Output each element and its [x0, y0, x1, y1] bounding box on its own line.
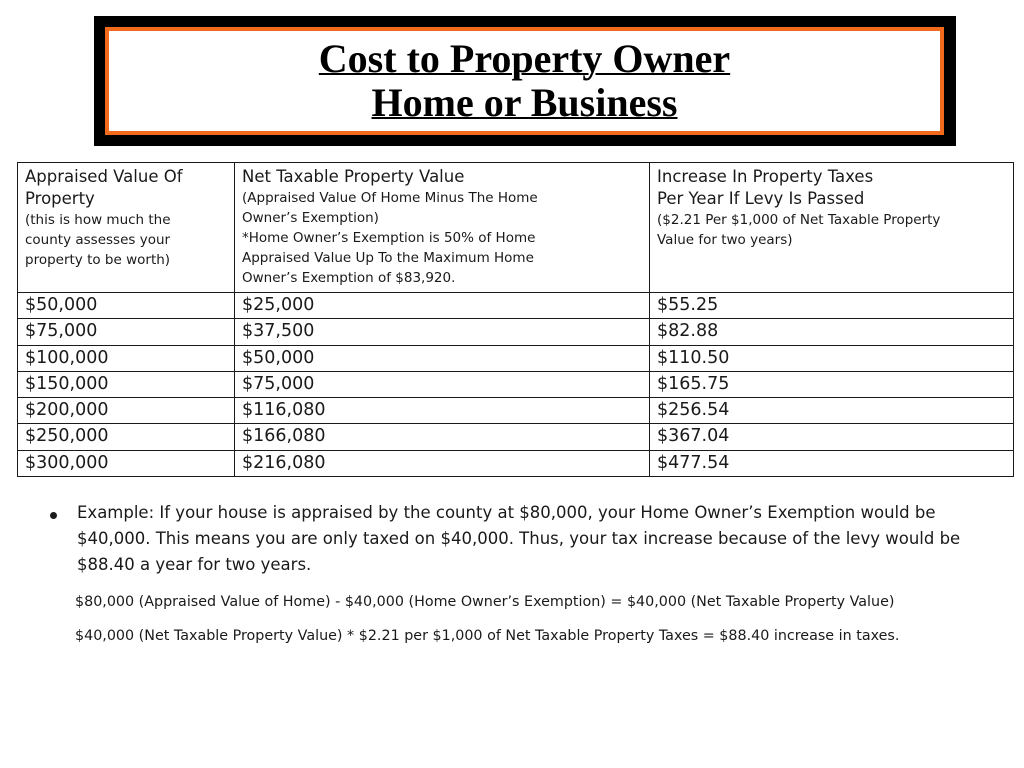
net-taxable-cell: $75,000 [235, 371, 650, 397]
tax-increase-cell: $55.25 [650, 293, 1014, 319]
title-line-1: Cost to Property Owner [318, 36, 731, 81]
header-appraised-value [18, 163, 235, 293]
title-banner [94, 16, 956, 146]
header-note-line: Owner’s Exemption of $83,920. [242, 270, 456, 286]
appraised-value-cell: $300,000 [18, 450, 235, 476]
example-notes [40, 500, 1000, 646]
header-note-line: Value for two years) [657, 232, 793, 248]
header-note-line: ($2.21 Per $1,000 of Net Taxable Property [657, 212, 941, 228]
header-title-line: Property [25, 189, 95, 208]
bullet-icon [50, 512, 57, 519]
header-note-line: property to be worth) [25, 252, 171, 268]
example-text: Example: If your house is appraised by the county at $80,000, your Home Owner’s Exemption would be $40,000. This means you are only taxed on $40,000. Thus, your tax increase because of the levy would be $88.40 a year for two years. [77, 503, 961, 574]
header-net-taxable-value [235, 163, 650, 293]
table-row [18, 398, 1014, 424]
header-title-line: Appraised Value Of [25, 167, 183, 186]
header-note-line: Owner’s Exemption) [242, 210, 379, 226]
example-bullet [40, 500, 1000, 578]
header-title-line: Net Taxable Property Value [242, 167, 465, 186]
appraised-value-cell: $75,000 [18, 319, 235, 345]
table-row [18, 424, 1014, 450]
table-header-row [18, 163, 1014, 293]
appraised-value-cell: $150,000 [18, 371, 235, 397]
header-note-line: *Home Owner’s Exemption is 50% of Home [242, 230, 536, 246]
title-line-2: Home or Business [371, 80, 678, 125]
formula-net-taxable: $80,000 (Appraised Value of Home) - $40,000 (Home Owner’s Exemption) = $40,000 (Net Taxable Property Value) [75, 594, 895, 610]
header-title-line: Increase In Property Taxes [657, 167, 874, 186]
tax-increase-cell: $82.88 [650, 319, 1014, 345]
appraised-value-cell: $250,000 [18, 424, 235, 450]
tax-increase-cell: $256.54 [650, 398, 1014, 424]
appraised-value-cell: $100,000 [18, 345, 235, 371]
tax-increase-cell: $165.75 [650, 371, 1014, 397]
net-taxable-cell: $37,500 [235, 319, 650, 345]
property-tax-table [17, 162, 1014, 477]
net-taxable-cell: $50,000 [235, 345, 650, 371]
tax-increase-cell: $367.04 [650, 424, 1014, 450]
net-taxable-cell: $116,080 [235, 398, 650, 424]
header-note-line: county assesses your [25, 232, 171, 248]
net-taxable-cell: $25,000 [235, 293, 650, 319]
table-row [18, 293, 1014, 319]
table-row [18, 345, 1014, 371]
table-row [18, 371, 1014, 397]
header-note-line: (Appraised Value Of Home Minus The Home [242, 190, 538, 206]
header-tax-increase [650, 163, 1014, 293]
table-row [18, 450, 1014, 476]
tax-increase-cell: $477.54 [650, 450, 1014, 476]
header-note-line: Appraised Value Up To the Maximum Home [242, 250, 534, 266]
header-title-line: Per Year If Levy Is Passed [657, 189, 865, 208]
appraised-value-cell: $50,000 [18, 293, 235, 319]
header-note-line: (this is how much the [25, 212, 171, 228]
net-taxable-cell: $166,080 [235, 424, 650, 450]
net-taxable-cell: $216,080 [235, 450, 650, 476]
formula-tax-increase: $40,000 (Net Taxable Property Value) * $2.21 per $1,000 of Net Taxable Property Taxes = $88.40 increase in taxes. [75, 628, 900, 644]
tax-increase-cell: $110.50 [650, 345, 1014, 371]
title-box [105, 27, 944, 135]
table-row [18, 319, 1014, 345]
appraised-value-cell: $200,000 [18, 398, 235, 424]
